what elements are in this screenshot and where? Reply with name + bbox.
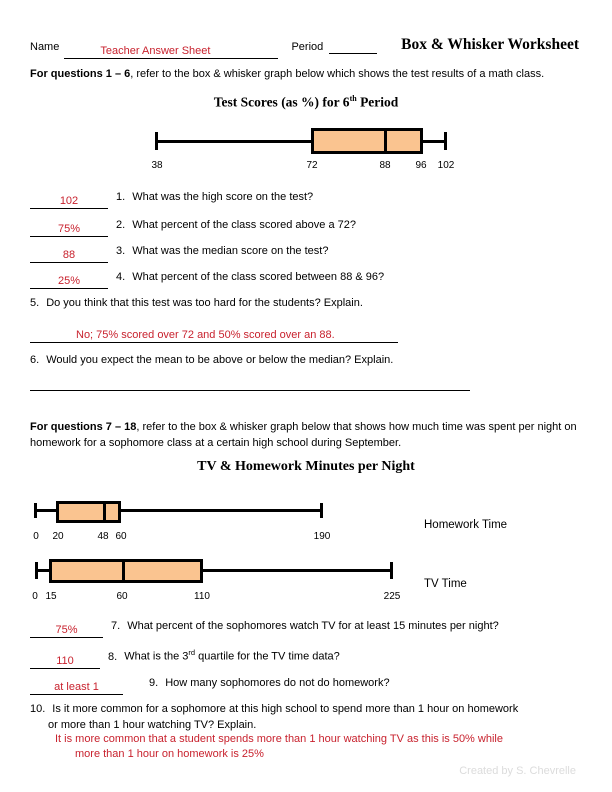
period-label: Period	[291, 41, 324, 53]
chart1-title	[0, 94, 612, 111]
worksheet-title: Box & Whisker Worksheet	[401, 36, 579, 53]
question-8-text-post: quartile for the TV time data?	[195, 650, 340, 663]
question-10-number: 10.	[30, 703, 46, 715]
question-6	[30, 354, 393, 366]
chart1-title-end: Period	[356, 94, 399, 110]
question-5	[30, 297, 363, 309]
answer-value-q5: No; 75% scored over 72 and 50% scored over an 88.	[76, 329, 335, 341]
answer-blank-q6	[30, 390, 470, 391]
question-9	[30, 677, 390, 695]
answer-blank-q8	[30, 654, 100, 669]
question-10	[30, 703, 518, 715]
question-8-text-sup: rd	[188, 648, 196, 657]
question-2-number: 2.	[116, 219, 126, 231]
period-field	[329, 39, 377, 54]
question-7	[30, 620, 499, 638]
question-4-number: 4.	[116, 271, 126, 283]
tick-max: 225	[383, 591, 401, 602]
median-line	[384, 131, 387, 151]
median-line	[103, 504, 106, 520]
tick-median: 60	[116, 591, 128, 602]
homework-time-label: Homework Time	[424, 519, 508, 531]
question-1	[30, 191, 313, 209]
question-1-number: 1.	[116, 191, 126, 203]
chart1-title-main: Test Scores (as %) for 6	[213, 94, 350, 110]
question-10-answer-line1	[55, 733, 503, 745]
answer-value-q10-line1: It is more common that a student spends more than 1 hour watching TV as this is 50% while	[55, 733, 503, 745]
section1-intro-bold: For questions 1 – 6	[30, 68, 131, 80]
answer-blank-q4	[30, 274, 108, 289]
question-9-number: 9.	[149, 677, 159, 689]
question-8-number: 8.	[108, 650, 118, 663]
answer-value-q1: 102	[59, 195, 79, 207]
question-3-number: 3.	[116, 245, 126, 257]
question-6-text: Would you expect the mean to be above or below the median? Explain.	[46, 354, 394, 366]
tick-q3: 96	[415, 160, 427, 171]
section1-intro-rest: , refer to the box & whisker graph below which shows the test results of a math class.	[130, 68, 545, 80]
answer-value-q3: 88	[62, 249, 76, 261]
answer-value-q7: 75%	[55, 624, 78, 636]
question-7-number: 7.	[111, 620, 121, 632]
question-8-text-pre: What is the 3	[124, 650, 189, 663]
tick-max: 102	[437, 160, 455, 171]
answer-blank-q2	[30, 222, 108, 237]
name-field	[64, 44, 278, 59]
question-5-text: Do you think that this test was too hard for the students? Explain.	[46, 297, 363, 309]
question-2	[30, 219, 356, 237]
answer-value-q9: at least 1	[54, 681, 99, 693]
question-5-number: 5.	[30, 297, 40, 309]
name-period-line	[30, 39, 385, 59]
answer-blank-q9	[30, 680, 123, 695]
tick-q3: 110	[194, 591, 210, 602]
answer-blank-q7	[30, 623, 103, 638]
tick-max: 190	[313, 531, 331, 542]
min-whisker-cap	[35, 562, 38, 579]
tick-min: 0	[32, 591, 38, 602]
question-8	[30, 648, 340, 669]
tick-median: 48	[97, 531, 109, 542]
quartile-box	[49, 559, 203, 583]
chart1-title-sup: th	[349, 94, 357, 103]
question-3	[30, 245, 328, 263]
min-whisker-cap	[34, 503, 37, 518]
tick-min: 0	[33, 531, 39, 542]
name-label: Name	[30, 41, 60, 53]
answer-blank-q5	[30, 328, 398, 343]
question-10-answer-line2	[75, 748, 264, 760]
max-whisker-cap	[390, 562, 393, 579]
max-whisker-cap	[320, 503, 323, 518]
question-2-text: What percent of the class scored above a 72?	[132, 219, 356, 231]
tick-min: 38	[151, 160, 163, 171]
name-value: Teacher Answer Sheet	[100, 45, 211, 57]
chart2-title: TV & Homework Minutes per Night	[197, 459, 415, 474]
tick-q1: 15	[45, 591, 57, 602]
question-10-line2	[48, 719, 256, 731]
answer-value-q8: 110	[56, 654, 74, 667]
section1-intro	[30, 68, 600, 80]
tv-time-label: TV Time	[424, 578, 467, 590]
question-10-text-line2: or more than 1 hour watching TV? Explain.	[48, 719, 257, 731]
min-whisker-cap	[155, 132, 158, 150]
answer-value-q2: 75%	[57, 223, 81, 235]
section2-intro-bold: For questions 7 – 18	[30, 421, 137, 433]
answer-value-q4: 25%	[57, 275, 81, 287]
tick-q3: 60	[115, 531, 127, 542]
quartile-box	[311, 128, 423, 154]
question-1-text: What was the high score on the test?	[132, 191, 314, 203]
question-10-text-line1: Is it more common for a sophomore at this high school to spend more than 1 hour on homework	[52, 703, 519, 715]
question-4-text: What percent of the class scored between 88 & 96?	[132, 271, 385, 283]
section2-intro-rest: , refer to the box & whisker graph below that shows how much time was spent per night on homework for a sophomore class at a certain high school during September.	[30, 421, 577, 449]
quartile-box	[56, 501, 121, 523]
credit-text: Created by S. Chevrelle	[459, 765, 576, 777]
question-6-number: 6.	[30, 354, 40, 366]
section2-intro	[30, 420, 590, 451]
question-3-text: What was the median score on the test?	[132, 245, 329, 257]
tick-median: 88	[379, 160, 391, 171]
question-4	[30, 271, 384, 289]
tick-q1: 72	[306, 160, 318, 171]
tick-q1: 20	[52, 531, 64, 542]
question-9-text: How many sophomores do not do homework?	[165, 677, 390, 689]
median-line	[122, 562, 125, 580]
answer-blank-q1	[30, 194, 108, 209]
answer-blank-q3	[30, 248, 108, 263]
max-whisker-cap	[444, 132, 447, 150]
question-7-text: What percent of the sophomores watch TV for at least 15 minutes per night?	[127, 620, 499, 632]
answer-value-q10-line2: more than 1 hour on homework is 25%	[75, 748, 264, 760]
question-5-answer-row	[30, 325, 406, 343]
